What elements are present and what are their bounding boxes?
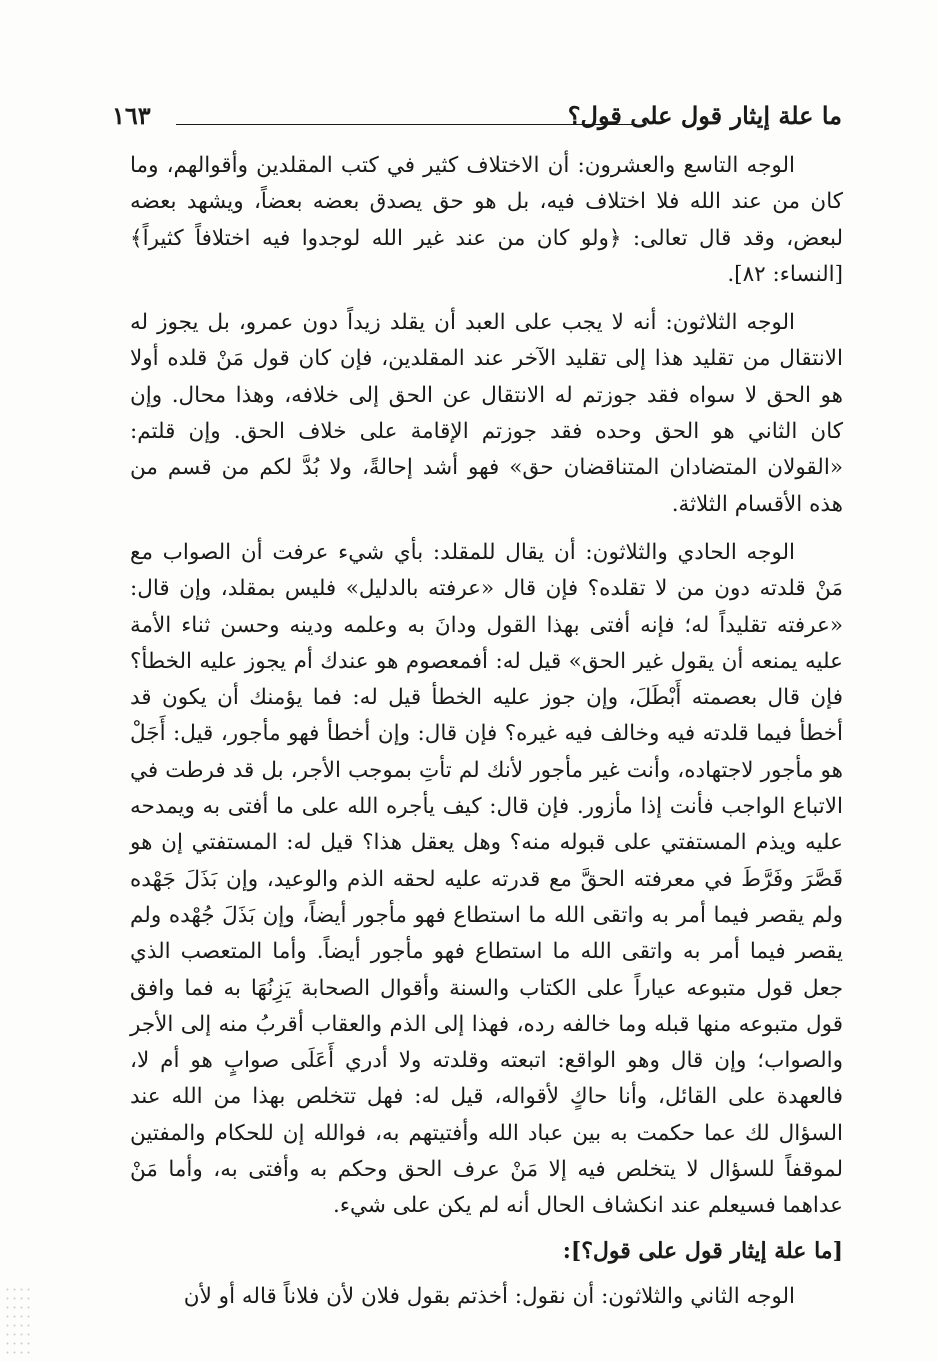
page-body [130, 148, 843, 1327]
paragraph-31st-aspect: الوجه الحادي والثلاثون: أن يقال للمقلد: بأي شيء عرفت أن الصواب مع مَنْ قلدته دون من لا تقلده؟ فإن قال «عرفته بالدليل» فليس بمقلد، وإن قال: «عرفته تقليداً له؛ فإنه أفتى بهذا القول ودانَ به وعلمه ودينه وحسن ثناء الأمة عليه يمنعه أن يقول غير الحق» قيل له: أفمعصوم هو عندك أم يجوز عليه الخطأ؟ فإن قال بعصمته أَبْطَلَ، وإن جوز عليه الخطأ قيل له: فما يؤمنك أن يكون قد أخطأ فيما قلدته فيه وخالف فيه غيره؟ فإن قال: وإن أخطأ فهو مأجور، قيل: أَجَلْ هو مأجور لاجتهاده، وأنت غير مأجور لأنك لم تأتِ بموجب الأجر، بل قد فرطت في الاتباع الواجب فأنت إذا مأزور. فإن قال: كيف يأجره الله على ما أفتى به ويمدحه عليه ويذم المستفتي على قبوله منه؟ وهل يعقل هذا؟ قيل له: المستفتي إن هو قَصَّرَ وفَرَّطَ في معرفته الحقَّ مع قدرته عليه لحقه الذم والوعيد، وإن بَذَلَ جَهْده ولم يقصر فيما أمر به واتقى الله ما استطاع فهو مأجور أيضاً، وإن بَذَلَ جُهْده ولم يقصر فيما أمر به واتقى الله ما استطاع فهو مأجور أيضاً. وأما المتعصب الذي جعل قول متبوعه عياراً على الكتاب والسنة وأقوال الصحابة يَزِنُهَا به فما وافق قول متبوعه منها قبله وما خالفه رده، فهذا إلى الذم والعقاب أقربُ منه إلى الأجر والصواب؛ وإن قال وهو الواقع: اتبعته وقلدته ولا أدري أَعَلَى صوابٍ هو أم لا، فالعهدة على القائل، وأنا حاكٍ لأقواله، قيل له: فهل تتخلص بهذا من الله عند السؤال لك عما حكمت به بين عباد الله وأفتيتهم به، فوالله إن للحكام والمفتين لموقفاً للسؤال لا يتخلص فيه إلا مَنْ عرف الحق وحكم به وأفتى به، وأما مَنْ عداهما فسيعلم عند انكشاف الحال أنه لم يكن على شيء. [130, 539, 844, 1219]
paragraph-32nd-aspect: الوجه الثاني والثلاثون: أن نقول: أخذتم بقول فلان لأن فلاناً قاله أو لأن [183, 1283, 795, 1309]
running-header [112, 96, 842, 136]
paragraph-30th-aspect: الوجه الثلاثون: أنه لا يجب على العبد أن يقلد زيداً دون عمرو، بل يجوز له الانتقال من تقليد هذا إلى تقليد الآخر عند المقلدين، فإن كان قول مَنْ قلده أولا هو الحق لا سواه فقد جوزتم له الانتقال عن الحق إلى خلافه، وهذا محال. وإن كان الثاني هو الحق وحده فقد جوزتم الإقامة على خلاف الحق. وإن قلتم: «القولان المتضادان المتناقضان حق» فهو أشد إحالةً، ولا بُدَّ لكم من قسم من هذه الأقسام الثلاثة. [130, 310, 843, 517]
paragraph-29th-aspect: الوجه التاسع والعشرون: أن الاختلاف كثير في كتب المقلدين وأقوالهم، وما كان من عند الله فلا اختلاف فيه، بل هو حق يصدق بعضه بعضاً، ويشهد بعضه لبعض، وقد قال تعالى: ﴿ولو كان من عند غير الله لوجدوا فيه اختلافاً كثيراً﴾ [النساء: ٨٢]. [130, 153, 843, 287]
section-heading: [ما علة إيثار قول على قول؟]: [562, 1237, 843, 1264]
page-number: ١٦٣ [112, 101, 151, 130]
header-rule [176, 124, 637, 125]
scan-noise-decoration [4, 1285, 34, 1355]
header-title: ما علة إيثار قول على قول؟ [567, 101, 842, 130]
